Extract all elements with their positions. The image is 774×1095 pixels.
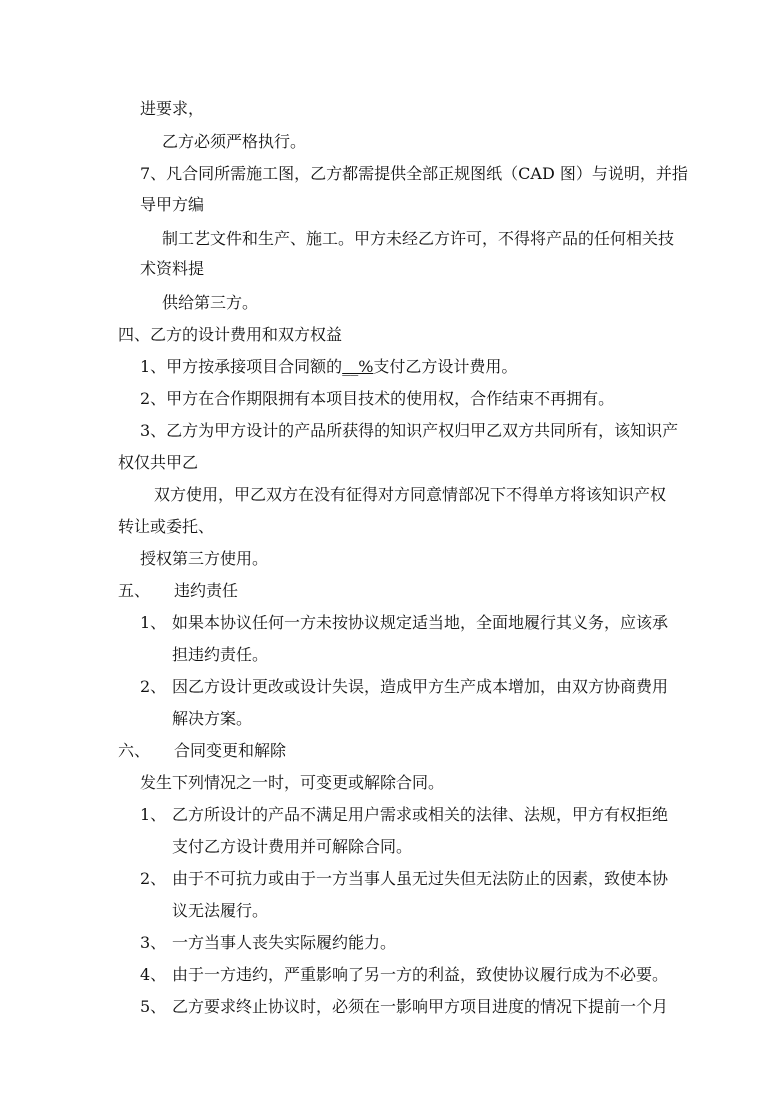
text-line: 制工艺文件和生产、施工。甲方未经乙方许可，不得将产品的任何相关技 (162, 229, 675, 248)
section-number: 五、 (118, 581, 151, 600)
item-number: 4、 (140, 965, 167, 984)
item-number: 3、 (140, 933, 167, 952)
text-line: 3、乙方为甲方设计的产品所获得的知识产权归甲乙双方共同所有，该知识产 (140, 421, 679, 440)
item-number: 1、 (140, 613, 167, 632)
text-line: 2、甲方在合作期限拥有本项目技术的使用权，合作结束不再拥有。 (140, 389, 615, 408)
text-line: 乙方要求终止协议时，必须在一影响甲方项目进度的情况下提前一个月 (172, 997, 669, 1016)
item-number: 5、 (140, 997, 167, 1016)
text-line: 发生下列情况之一时，可变更或解除合同。 (140, 773, 445, 792)
text-line: 乙方必须严格执行。 (162, 132, 307, 151)
text-line: 双方使用，甲乙双方在没有征得对方同意情部况下不得单方将该知识产权 (154, 485, 667, 504)
section-heading: 违约责任 (174, 581, 239, 600)
section-heading: 四、乙方的设计费用和双方权益 (118, 325, 343, 344)
text-line: 导甲方编 (140, 195, 205, 214)
text-line: 议无法履行。 (172, 901, 269, 920)
item-number: 1、 (140, 805, 167, 824)
section-heading: 合同变更和解除 (174, 741, 287, 760)
text-line: 因乙方设计更改或设计失误，造成甲方生产成本增加，由双方协商费用 (172, 677, 669, 696)
clause-text: 支付乙方设计费用。 (373, 357, 518, 376)
section-number: 六、 (118, 741, 151, 760)
text-line: 支付乙方设计费用并可解除合同。 (172, 837, 413, 856)
text-line: 权仅共甲乙 (118, 453, 199, 472)
text-line: 如果本协议任何一方未按协议规定适当地，全面地履行其义务，应该承 (172, 613, 669, 632)
text-line: 由于一方违约，严重影响了另一方的利益，致使协议履行成为不必要。 (172, 965, 669, 984)
text-line: 进要求， (140, 99, 205, 118)
text-line: 供给第三方。 (162, 293, 259, 312)
text-line: 转让或委托、 (118, 517, 215, 536)
text-line: 术资料提 (140, 259, 205, 278)
text-line (140, 356, 517, 378)
item-number: 2、 (140, 869, 167, 888)
text-line: 授权第三方使用。 (140, 549, 269, 568)
text-line: 7、凡合同所需施工图，乙方都需提供全部正规图纸（CAD 图）与说明，并指 (140, 164, 688, 183)
item-number: 2、 (140, 677, 167, 696)
text-line: 由于不可抗力或由于一方当事人虽无过失但无法防止的因素，致使本协 (172, 869, 669, 888)
text-line: 解决方案。 (172, 709, 253, 728)
clause-text: 1、甲方按承接项目合同额的 (140, 357, 343, 376)
text-line: 担违约责任。 (172, 645, 269, 664)
percentage-blank: __% (342, 357, 374, 376)
text-line: 一方当事人丧失实际履约能力。 (172, 933, 397, 952)
text-line: 乙方所设计的产品不满足用户需求或相关的法律、法规，甲方有权拒绝 (172, 805, 669, 824)
